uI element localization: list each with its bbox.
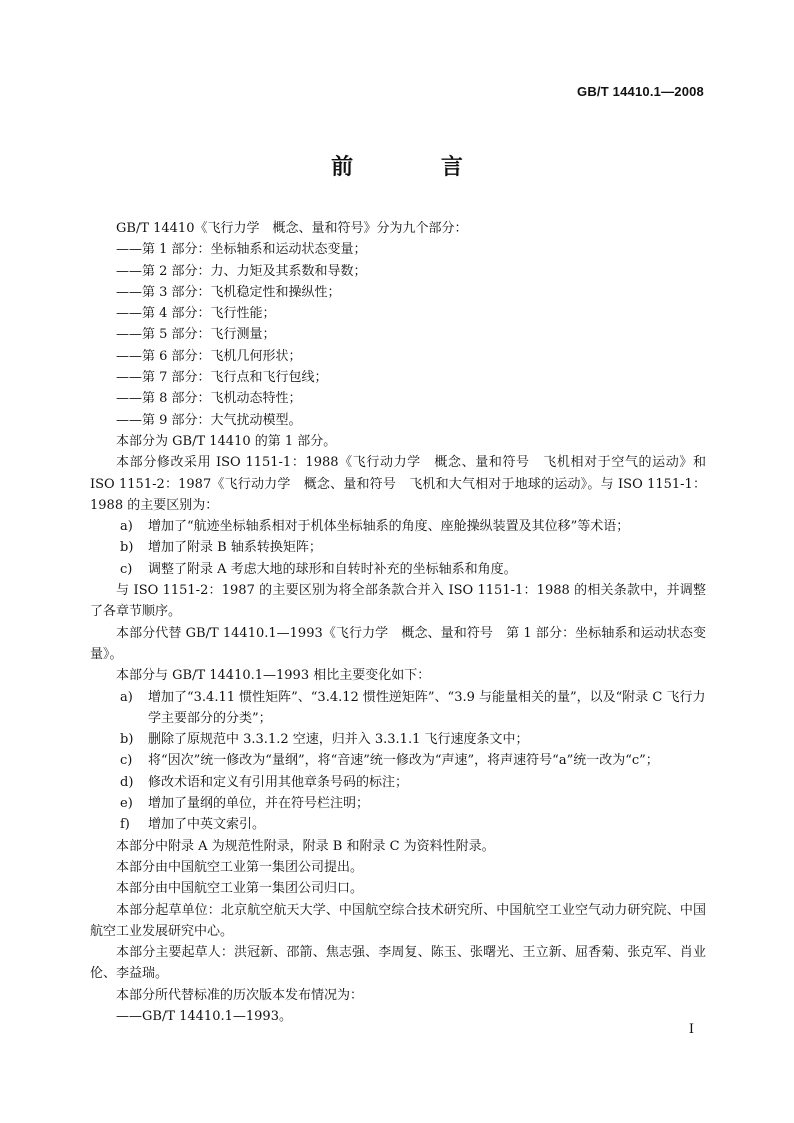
part-list-item: ——第 1 部分：坐标轴系和运动状态变量； — [116, 242, 367, 258]
part-list-item: ——第 4 部分：飞行性能； — [116, 306, 276, 322]
item-label: b) — [120, 732, 134, 748]
diff-iso2-paragraph: 与 ISO 1151-2：1987 的主要区别为将全部条款合并入 ISO 1151-1：1988 的相关条款中，并调整了各章节顺序。 — [90, 583, 706, 620]
diff-item — [90, 537, 706, 558]
change-item — [90, 750, 706, 771]
diff-item — [90, 559, 706, 580]
change-item — [90, 814, 706, 835]
change-item — [90, 793, 706, 814]
item-text: 增加了中英文索引。 — [148, 817, 266, 833]
item-text: 将“因次”统一修改为“量纲”，将“音速”统一修改为“声速”，将声速符号“a”统一改为“c”； — [148, 753, 659, 769]
change-item — [90, 772, 706, 793]
page-number: I — [688, 1022, 694, 1037]
item-text: 修改术语和定义有引用其他章条号码的标注； — [148, 774, 409, 790]
part-list-item: ——第 3 部分：飞机稳定性和操纵性； — [116, 284, 341, 300]
part-list-item: ——第 8 部分：飞机动态特性； — [116, 391, 302, 407]
modification-paragraph: 本部分修改采用 ISO 1151-1：1988《飞行动力学 概念、量和符号 飞机相对于空气的运动》和 ISO 1151-2：1987《飞行动力学 概念、量和符号 飞机和大气相对于地球的运动》。与 ISO 1151-1：1988 的主要区别为： — [90, 455, 706, 513]
item-text: 增加了“3.4.11 惯性矩阵”、“3.4.12 惯性逆矩阵”、“3.9 与能量相关的量”，以及“附录 C 飞行力学主要部分的分类”； — [148, 689, 706, 726]
replaces-paragraph: 本部分代替 GB/T 14410.1—1993《飞行力学 概念、量和符号 第 1 部分：坐标轴系和运动状态变量》。 — [90, 625, 706, 662]
history-list-item: ——GB/T 14410.1—1993。 — [116, 1008, 292, 1024]
change-item — [90, 729, 706, 750]
item-text: 增加了量纲的单位，并在符号栏注明； — [148, 796, 370, 812]
intro-paragraph: GB/T 14410《飞行力学 概念、量和符号》分为九个部分： — [116, 221, 468, 236]
part-list-item: ——第 6 部分：飞机几何形状； — [116, 348, 302, 364]
part-list-item: ——第 7 部分：飞行点和飞行包线； — [116, 370, 328, 386]
item-label: a) — [120, 519, 133, 535]
annex-paragraph: 本部分中附录 A 为规范性附录，附录 B 和附录 C 为资料性附录。 — [116, 838, 495, 854]
this-part-paragraph: 本部分为 GB/T 14410 的第 1 部分。 — [116, 433, 337, 449]
item-label: c) — [120, 753, 133, 769]
foreword-body — [90, 218, 706, 1027]
diff-item — [90, 516, 706, 537]
change-item — [90, 687, 706, 730]
drafting-units-paragraph: 本部分起草单位：北京航空航天大学、中国航空综合技术研究所、中国航空工业空气动力研究院、中国航空工业发展研究中心。 — [90, 902, 706, 939]
part-list-item: ——第 2 部分：力、力矩及其系数和导数； — [116, 263, 367, 279]
item-label: d) — [120, 774, 134, 790]
item-text: 删除了原规范中 3.3.1.2 空速，归并入 3.3.1.1 飞行速度条文中； — [148, 732, 529, 748]
page-title: 前 言 — [331, 155, 503, 180]
part-list-item: ——第 9 部分：大气扰动模型。 — [116, 412, 302, 428]
history-intro-paragraph: 本部分所代替标准的历次版本发布情况为： — [116, 987, 364, 1003]
part-list-item: ——第 5 部分：飞行测量； — [116, 327, 276, 343]
item-label: a) — [120, 689, 133, 705]
item-text: 增加了附录 B 轴系转换矩阵； — [148, 540, 322, 556]
item-label: e) — [120, 796, 133, 812]
item-label: f) — [120, 817, 130, 833]
standard-number: GB/T 14410.1—2008 — [577, 84, 704, 99]
item-text: 调整了附录 A 考虑大地的球形和自转时补充的坐标轴系和角度。 — [148, 561, 517, 577]
centralized-paragraph: 本部分由中国航空工业第一集团公司归口。 — [116, 881, 364, 897]
item-label: c) — [120, 561, 133, 577]
drafters-paragraph: 本部分主要起草人：洪冠新、邵箭、焦志强、李周复、陈玉、张曙光、王立新、屈香菊、张克军、肖业伦、李益瑞。 — [90, 945, 706, 982]
changes-intro-paragraph: 本部分与 GB/T 14410.1—1993 相比主要变化如下： — [116, 668, 431, 684]
item-label: b) — [120, 540, 134, 556]
proposed-paragraph: 本部分由中国航空工业第一集团公司提出。 — [116, 859, 364, 875]
item-text: 增加了“航迹坐标轴系相对于机体坐标轴系的角度、座舱操纵装置及其位移”等术语； — [148, 519, 630, 535]
